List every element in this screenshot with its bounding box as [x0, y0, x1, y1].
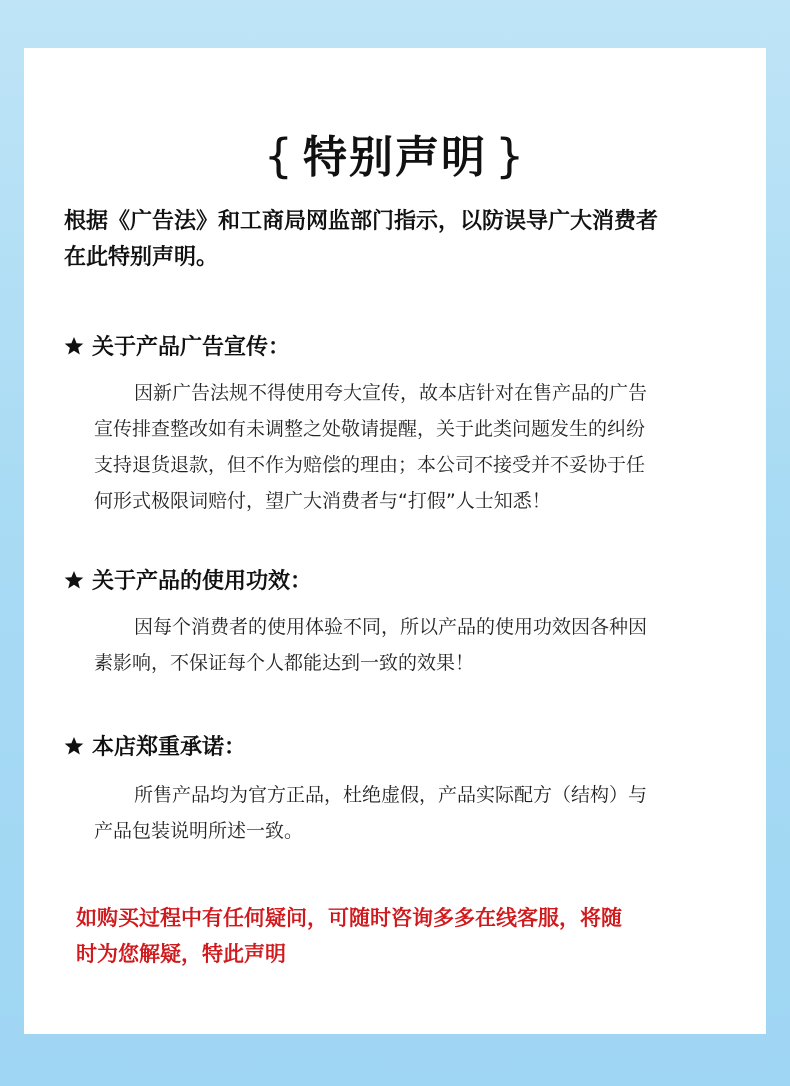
section-heading-text: 关于产品的使用功效：: [92, 569, 313, 594]
intro-line: 根据《广告法》和工商局网监部门指示，以防误导广大消费者: [64, 209, 659, 234]
section-heading-text: 关于产品广告宣传：: [92, 335, 291, 360]
title-text: 特别声明: [303, 132, 487, 183]
body-line: 因每个消费者的使用体验不同，所以产品的使用功效因各种因: [134, 616, 648, 638]
title-open-brace: {: [263, 129, 295, 183]
customer-service-notice: [76, 900, 736, 972]
section-heading-efficacy: [64, 566, 312, 598]
section-heading-ad-promotion: [64, 332, 290, 364]
notice-line: 时为您解疑，特此声明: [76, 942, 286, 966]
section-heading-promise: [64, 732, 246, 764]
star-icon: [64, 336, 84, 356]
section-body-efficacy: [94, 609, 744, 681]
body-line: 宣传排查整改如有未调整之处敬请提醒，关于此类问题发生的纠纷: [94, 418, 646, 440]
section-body-promise: [94, 777, 744, 849]
body-line: 何形式极限词赔付，望广大消费者与“打假”人士知悉！: [94, 490, 551, 512]
intro-paragraph: [64, 204, 734, 276]
body-line: 因新广告法规不得使用夸大宣传，故本店针对在售产品的广告: [134, 382, 648, 404]
body-line: 支持退货退款，但不作为赔偿的理由；本公司不接受并不妥协于任: [94, 454, 646, 476]
notice-line: 如购买过程中有任何疑问，可随时咨询多多在线客服，将随: [76, 906, 622, 930]
title-close-brace: }: [495, 129, 527, 183]
intro-line: 在此特别声明。: [64, 245, 219, 270]
body-line: 所售产品均为官方正品，杜绝虚假，产品实际配方（结构）与: [134, 784, 648, 806]
section-heading-text: 本店郑重承诺：: [92, 735, 247, 760]
section-body-ad-promotion: [94, 375, 744, 519]
star-icon: [64, 570, 84, 590]
body-line: 素影响，不保证每个人都能达到一致的效果！: [94, 652, 475, 674]
page-title: [24, 126, 766, 188]
body-line: 产品包装说明所述一致。: [94, 820, 304, 842]
star-icon: [64, 736, 84, 756]
statement-card: [24, 48, 766, 1034]
